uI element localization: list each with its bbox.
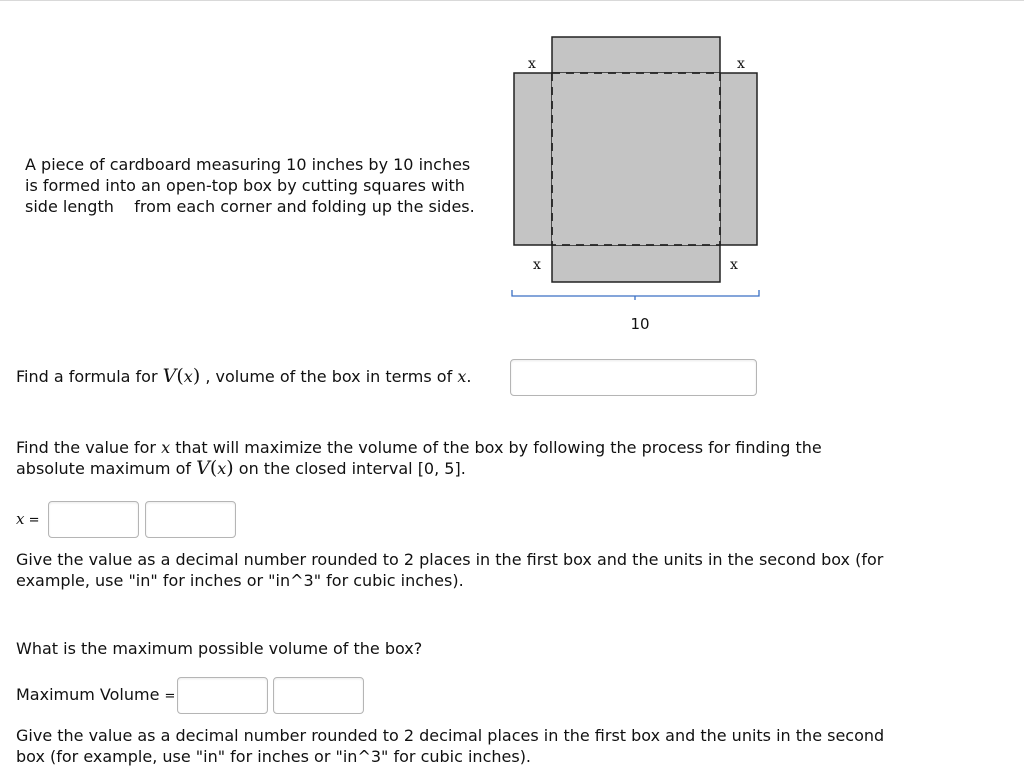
q2-line2-func: V (196, 457, 210, 479)
top-flap (552, 37, 720, 73)
q2-line-2 (16, 458, 822, 479)
q2-line2-prefix: absolute maximum of (16, 459, 197, 478)
cardboard-shape (514, 37, 757, 282)
q2-prompt (16, 437, 822, 479)
x-answer-var: x (16, 510, 25, 528)
max-volume-value-input[interactable] (177, 677, 268, 714)
q2-line2-var: x (217, 459, 227, 478)
corner-label-bottom-left: x (533, 257, 541, 273)
q1-end: . (466, 367, 472, 386)
q3-hint-line-1: Give the value as a decimal number rounded to 2 decimal places in the first box and the units in the second (16, 726, 885, 745)
q2-line2-paren-close: ) (226, 457, 234, 479)
q2-line1-suffix: that will maximize the volume of the box by following the process for finding the (170, 438, 822, 457)
q3-hint-line-2: box (for example, use "in" for inches or "in^3" for cubic inches). (16, 747, 532, 766)
q1-var: x (183, 367, 193, 386)
dimension-bracket (512, 290, 759, 300)
intro-line-1: A piece of cardboard measuring 10 inches by 10 inches (25, 155, 471, 174)
top-divider (0, 0, 1024, 1)
corner-label-top-left: x (528, 56, 536, 72)
q1-var-2: x (457, 367, 467, 386)
intro-line-3: side length from each corner and folding up the sides. (25, 197, 475, 216)
problem-intro (25, 154, 475, 217)
max-volume-units-input[interactable] (273, 677, 364, 714)
q2-hint-line-1: Give the value as a decimal number rounded to 2 places in the first box and the units in the second box (for (16, 550, 884, 569)
right-flap (720, 73, 757, 245)
q2-line-1 (16, 437, 822, 458)
corner-label-top-right: x (737, 56, 745, 72)
max-volume-text: Maximum Volume (16, 685, 160, 704)
q1-prompt (16, 366, 471, 387)
volume-formula-input[interactable] (510, 359, 757, 396)
q2-line2-suffix: on the closed interval [0, 5]. (233, 459, 466, 478)
left-flap (514, 73, 552, 245)
q2-line2-paren-open: ( (209, 457, 218, 479)
intro-line-2: is formed into an open-top box by cutting squares with (25, 176, 465, 195)
q3-hint (16, 725, 884, 767)
q2-line1-prefix: Find the value for (16, 438, 162, 457)
max-volume-eq: = (164, 689, 176, 704)
q2-line1-var: x (161, 438, 171, 457)
q1-prefix: Find a formula for (16, 367, 163, 386)
x-units-input[interactable] (145, 501, 236, 538)
cardboard-diagram (500, 28, 770, 338)
x-answer-label (16, 509, 40, 531)
dimension-label: 10 (630, 315, 650, 333)
q1-middle: , volume of the box in terms of (200, 367, 458, 386)
corner-label-bottom-right: x (730, 257, 738, 273)
x-answer-eq: = (28, 513, 40, 528)
q3-question: What is the maximum possible volume of the box? (16, 639, 423, 658)
q1-paren-close: ) (192, 365, 201, 387)
base-panel (552, 73, 720, 245)
q2-hint (16, 549, 883, 591)
q1-paren-open: ( (176, 365, 184, 387)
q2-hint-line-2: example, use "in" for inches or "in^3" for cubic inches). (16, 571, 464, 590)
max-volume-label (16, 684, 175, 707)
x-value-input[interactable] (48, 501, 139, 538)
bottom-flap (552, 245, 720, 282)
q1-func: V (162, 365, 177, 387)
